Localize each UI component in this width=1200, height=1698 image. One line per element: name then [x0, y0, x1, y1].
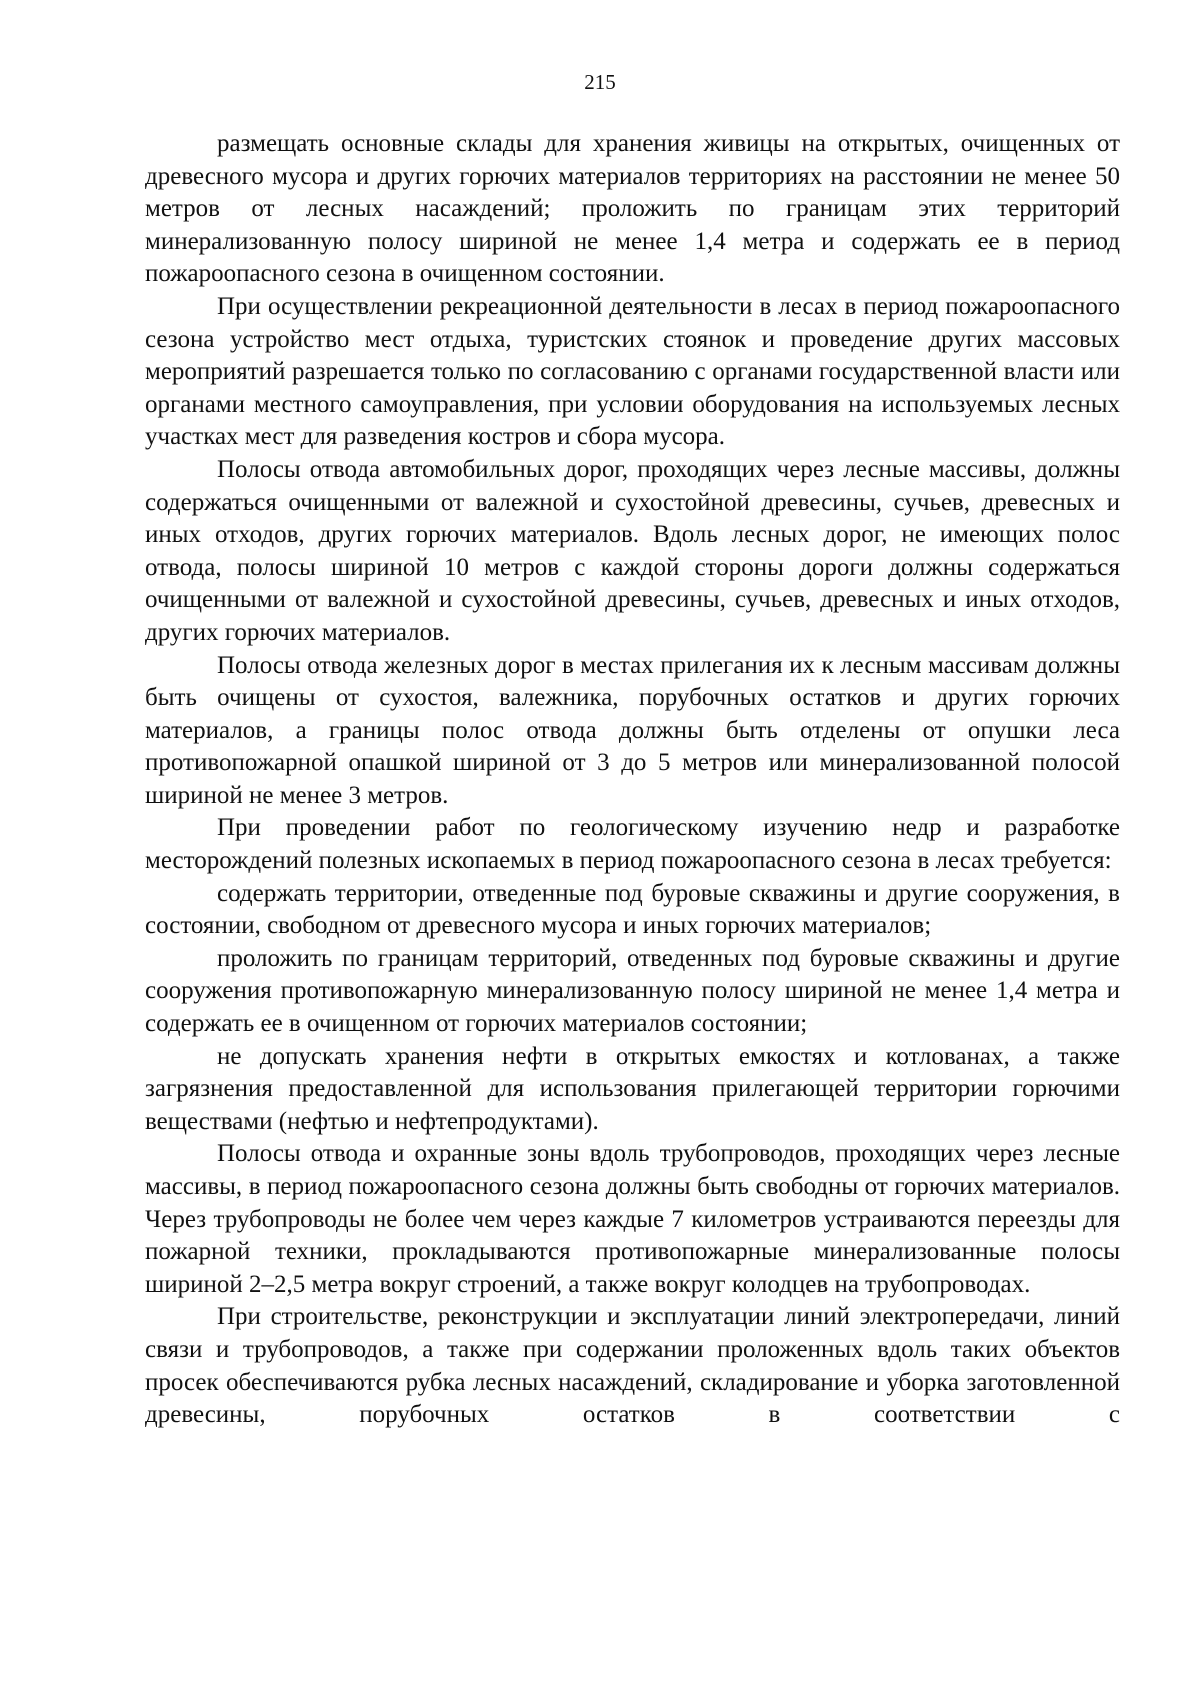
- paragraph-pipelines: Полосы отвода и охранные зоны вдоль трубопроводов, проходящих через лесные массивы, в период пожароопасного сезона должны быть свободны от горючих материалов. Через трубопроводы не более чем через каждые 7 километров устраиваются переезды для пожарной техники, прокладываются противопожарные минерализованные полосы шириной 2–2,5 метра вокруг строений, а также вокруг колодцев на трубопроводах.: [145, 1140, 1120, 1298]
- page-number: 215: [584, 70, 616, 94]
- paragraph-geology-item-1: содержать территории, отведенные под буровые скважины и другие сооружения, в состоянии, свободном от древесного мусора и иных горючих материалов;: [145, 879, 1120, 940]
- paragraph-resin-storage: размещать основные склады для хранения живицы на открытых, очищенных от древесного мусора и других горючих материалов территориях на расстоянии не менее 50 метров от лесных насаждений; проложить по границам этих территорий минерализованную полосу шириной не менее 1,4 метра и содержать ее в период пожароопасного сезона в очищенном состоянии.: [145, 130, 1120, 288]
- paragraph-road-strips: Полосы отвода автомобильных дорог, проходящих через лесные массивы, должны содержаться очищенными от валежной и сухостойной древесины, сучьев, древесных и иных отходов, других горючих материалов. Вдоль лесных дорог, не имеющих полос отвода, полосы шириной 10 метров с каждой стороны дороги должны содержаться очищенными от валежной и сухостойной древесины, сучьев, древесных и иных отходов, других горючих материалов.: [145, 455, 1120, 646]
- paragraph-geology-intro: При проведении работ по геологическому изучению недр и разработке месторождений полезных ископаемых в период пожароопасного сезона в лесах требуется:: [145, 814, 1120, 875]
- document-body: [145, 128, 1120, 1432]
- paragraph-power-lines: При строительстве, реконструкции и эксплуатации линий электропередачи, линий связи и трубопроводов, а также при содержании проложенных вдоль таких объектов просек обеспечиваются рубка лесных насаждений, складирование и уборка заготовленной древесины, порубочных остатков в соответствии с: [145, 1303, 1120, 1429]
- paragraph-recreation: При осуществлении рекреационной деятельности в лесах в период пожароопасного сезона устройство мест отдыха, туристских стоянок и проведение других массовых мероприятий разрешается только по согласованию с органами государственной власти или органами местного самоуправления, при условии оборудования на используемых лесных участках мест для разведения костров и сбора мусора.: [145, 292, 1120, 451]
- paragraph-geology-item-3: не допускать хранения нефти в открытых емкостях и котлованах, а также загрязнения предоставленной для использования прилегающей территории горючими веществами (нефтью и нефтепродуктами).: [145, 1042, 1120, 1135]
- paragraph-railway-strips: Полосы отвода железных дорог в местах прилегания их к лесным массивам должны быть очищены от сухостоя, валежника, порубочных остатков и других горючих материалов, а границы полос отвода должны быть отделены от опушки леса противопожарной опашкой шириной от 3 до 5 метров или минерализованной полосой шириной не менее 3 метров.: [145, 651, 1120, 809]
- paragraph-geology-item-2: проложить по границам территорий, отведенных под буровые скважины и другие сооружения противопожарную минерализованную полосу шириной не менее 1,4 метра и содержать ее в очищенном от горючих материалов состоянии;: [145, 944, 1120, 1038]
